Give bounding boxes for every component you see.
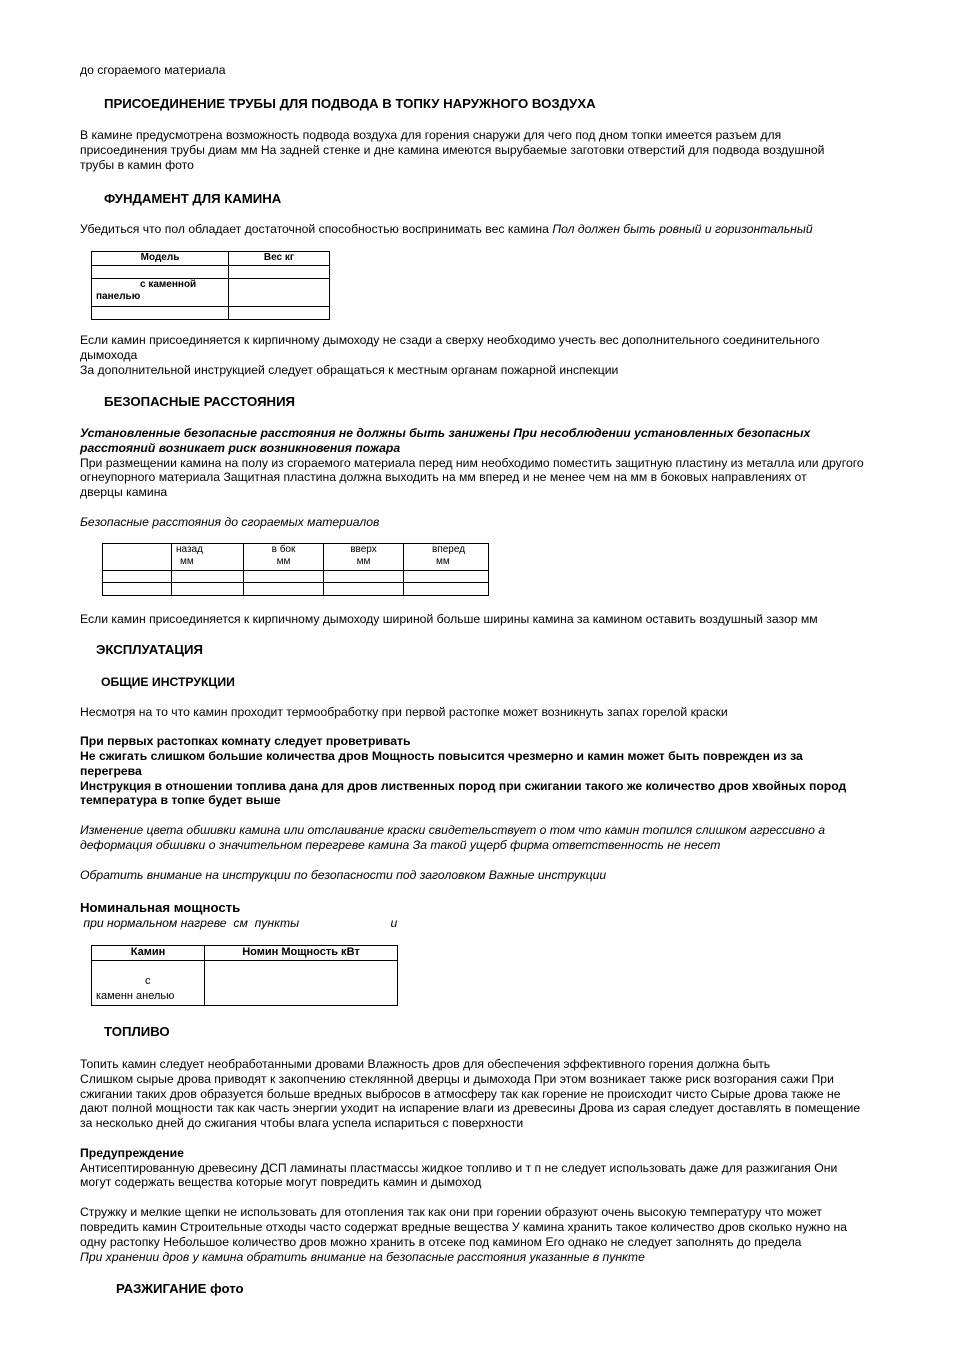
- italic-line: Обратить внимание на инструкции по безопасности под заголовком Важные инструкции: [80, 868, 607, 882]
- text-line: Несмотря на то что камин проходит термообработку при первой растопке может возникнуть запах горелой краски: [80, 705, 728, 719]
- safe-distance-table: [102, 543, 489, 596]
- table-cell: [103, 544, 172, 571]
- table-header-weight: Вес кг: [229, 252, 330, 266]
- cell-line: в бок: [271, 544, 296, 555]
- text-line: одну растопку Небольшое количество дров можно хранить в отсеке под камином Его однако не следует заполнять до предела: [80, 1235, 802, 1249]
- cell-line: мм: [276, 556, 291, 567]
- text-line: огнеупорного материала Защитная пластина должна выходить на мм вперед и не менее чем на мм в боковых направлениях от: [80, 470, 807, 484]
- cell-line: панелью: [96, 291, 141, 302]
- cell-line: с каменной: [140, 279, 197, 290]
- text-line: За дополнительной инструкцией следует обращаться к местным органам пожарной инспекции: [80, 363, 619, 377]
- section-heading-air-pipe: ПРИСОЕДИНЕНИЕ ТРУБЫ ДЛЯ ПОДВОДА В ТОПКУ НАРУЖНОГО ВОЗДУХА: [104, 96, 596, 111]
- bold-line: Инструкция в отношении топлива дана для дров лиственных пород при сжигании такого же количество дров хвойных пород: [80, 779, 847, 793]
- table-cell: [229, 279, 330, 307]
- table-cell: [103, 571, 172, 583]
- cell-line: назад: [176, 544, 203, 555]
- italic-line: при нормальном нагреве см пункты и: [80, 916, 398, 930]
- cell-line: мм: [356, 556, 371, 567]
- table-cell: [324, 571, 404, 583]
- table-header-up: [324, 544, 404, 571]
- table-cell: [244, 583, 324, 596]
- table-cell: [324, 583, 404, 596]
- section-heading-ignition: РАЗЖИГАНИЕ фото: [116, 1281, 244, 1296]
- cell-line: вперед: [432, 544, 466, 555]
- text-line: трубы в камин фото: [80, 158, 194, 172]
- text-line: сжигании таких дров образуется больше вредных выбросов в атмосферу так как горение не происходит чисто Сырые дрова также не: [80, 1087, 841, 1101]
- text-line: до сгораемого материала: [80, 63, 226, 77]
- section-heading-foundation: ФУНДАМЕНТ ДЛЯ КАМИНА: [104, 191, 282, 206]
- table-cell-model-stone: [92, 279, 229, 307]
- weight-table: [91, 251, 330, 320]
- table-cell-stone-panel: [92, 961, 205, 1006]
- table-header-power: Номин Мощность кВт: [205, 946, 398, 961]
- bold-line: перегрева: [80, 764, 142, 778]
- text-italic: Пол должен быть ровный и горизонтальный: [552, 222, 813, 236]
- section-heading-nominal-power: Номинальная мощность: [80, 900, 241, 915]
- text-line: дверцы камина: [80, 485, 168, 499]
- cell-line: с: [145, 975, 151, 987]
- text-line: повредить камин Строительные отходы часто содержат вредные вещества У камина хранить такое количество дров сколько нужно на: [80, 1220, 848, 1234]
- table-cell: [229, 307, 330, 320]
- warning-line: расстояний возникает риск возникновения пожара: [80, 441, 401, 455]
- italic-line: Изменение цвета обшивки камина или отслаивание краски свидетельствует о том что камин топился слишком агрессивно а: [80, 823, 826, 837]
- cell-line: каменн анелью: [96, 990, 175, 1002]
- section-heading-fuel: ТОПЛИВО: [104, 1024, 170, 1039]
- italic-line: При хранении дров у камина обратить внимание на безопасные расстояния указанные в пункте: [80, 1250, 645, 1264]
- table-cell: [92, 266, 229, 279]
- table-cell: [172, 583, 244, 596]
- cell-line: мм: [180, 556, 194, 567]
- section-heading-safe-distances: БЕЗОПАСНЫЕ РАССТОЯНИЯ: [104, 394, 296, 409]
- table-cell: [103, 583, 172, 596]
- text-line: присоединения трубы диам мм На задней стенке и дне камина имеются вырубаемые заготовки отверстий для подвода воздушной: [80, 143, 825, 157]
- text-line: Если камин присоединяется к кирпичному дымоходу шириной больше ширины камина за камином оставить воздушный зазор мм: [80, 612, 818, 626]
- text-line: за несколько дней до сжигания чтобы влага успела испариться с поверхности: [80, 1116, 524, 1130]
- text-normal: Убедиться что пол обладает достаточной способностью воспринимать вес камина: [80, 222, 553, 236]
- bold-line: При первых растопках комнату следует проветривать: [80, 734, 411, 748]
- text-line: дают полной мощности так как часть энергии уходит на испарение влаги из древесины Дрова из сарая следует доставлять в помещение: [80, 1101, 861, 1115]
- text-line: [80, 222, 813, 237]
- table-cell: [229, 266, 330, 279]
- cell-line: мм: [436, 556, 450, 567]
- table-cell: [205, 961, 398, 1006]
- bold-line: Не сжигать слишком большие количества дров Мощность повысится чрезмерно и камин может быть поврежден из за: [80, 749, 803, 763]
- text-line: В камине предусмотрена возможность подвода воздуха для горения снаружи для чего под дном топки имеется разъем для: [80, 128, 782, 142]
- table-cell: [244, 571, 324, 583]
- italic-line: деформация обшивки о значительном перегреве камина За такой ущерб фирма ответственность не несет: [80, 838, 721, 852]
- bold-line: температура в топке будет выше: [80, 793, 281, 807]
- section-heading-operation: ЭКСПЛУАТАЦИЯ: [96, 642, 203, 657]
- text-line: Если камин присоединяется к кирпичному дымоходу не сзади а сверху необходимо учесть вес дополнительного соединительного: [80, 333, 820, 347]
- cell-line: вверх: [350, 544, 377, 555]
- text-line: Слишком сырые дрова приводят к закопчению стеклянной дверцы и дымохода При этом возникает также риск возгорания сажи При: [80, 1072, 834, 1086]
- text-line: Топить камин следует необработанными дровами Влажность дров для обеспечения эффективного горения должна быть: [80, 1057, 771, 1071]
- text-line: Антисептированную древесину ДСП ламинаты пластмассы жидкое топливо и т п не следует использовать даже для разжигания Они: [80, 1161, 838, 1175]
- table-cell: [404, 583, 489, 596]
- text-line: При размещении камина на полу из сгораемого материала перед ним необходимо поместить защитную пластину из металла или другого: [80, 456, 864, 470]
- warning-line: Установленные безопасные расстояния не должны быть занижены При несоблюдении установленных безопасных: [80, 426, 811, 440]
- table-cell: [92, 307, 229, 320]
- table-header-back: [172, 544, 244, 571]
- table-header-forward: [404, 544, 489, 571]
- text-line: дымохода: [80, 348, 138, 362]
- power-table: [91, 945, 398, 1006]
- text-line: Стружку и мелкие щепки не использовать для отопления так как они при горении образуют очень высокую температуру что может: [80, 1205, 822, 1219]
- subheading-general: ОБЩИЕ ИНСТРУКЦИИ: [101, 675, 235, 689]
- text-line: могут содержать вещества которые могут повредить камин и дымоход: [80, 1175, 482, 1189]
- table-cell: [172, 571, 244, 583]
- warning-heading: Предупреждение: [80, 1146, 184, 1160]
- table-cell: [404, 571, 489, 583]
- table-header-side: [244, 544, 324, 571]
- table-caption: Безопасные расстояния до сгораемых материалов: [80, 515, 380, 529]
- table-header-fireplace: Камин: [92, 946, 205, 961]
- table-header-model: Модель: [92, 252, 229, 266]
